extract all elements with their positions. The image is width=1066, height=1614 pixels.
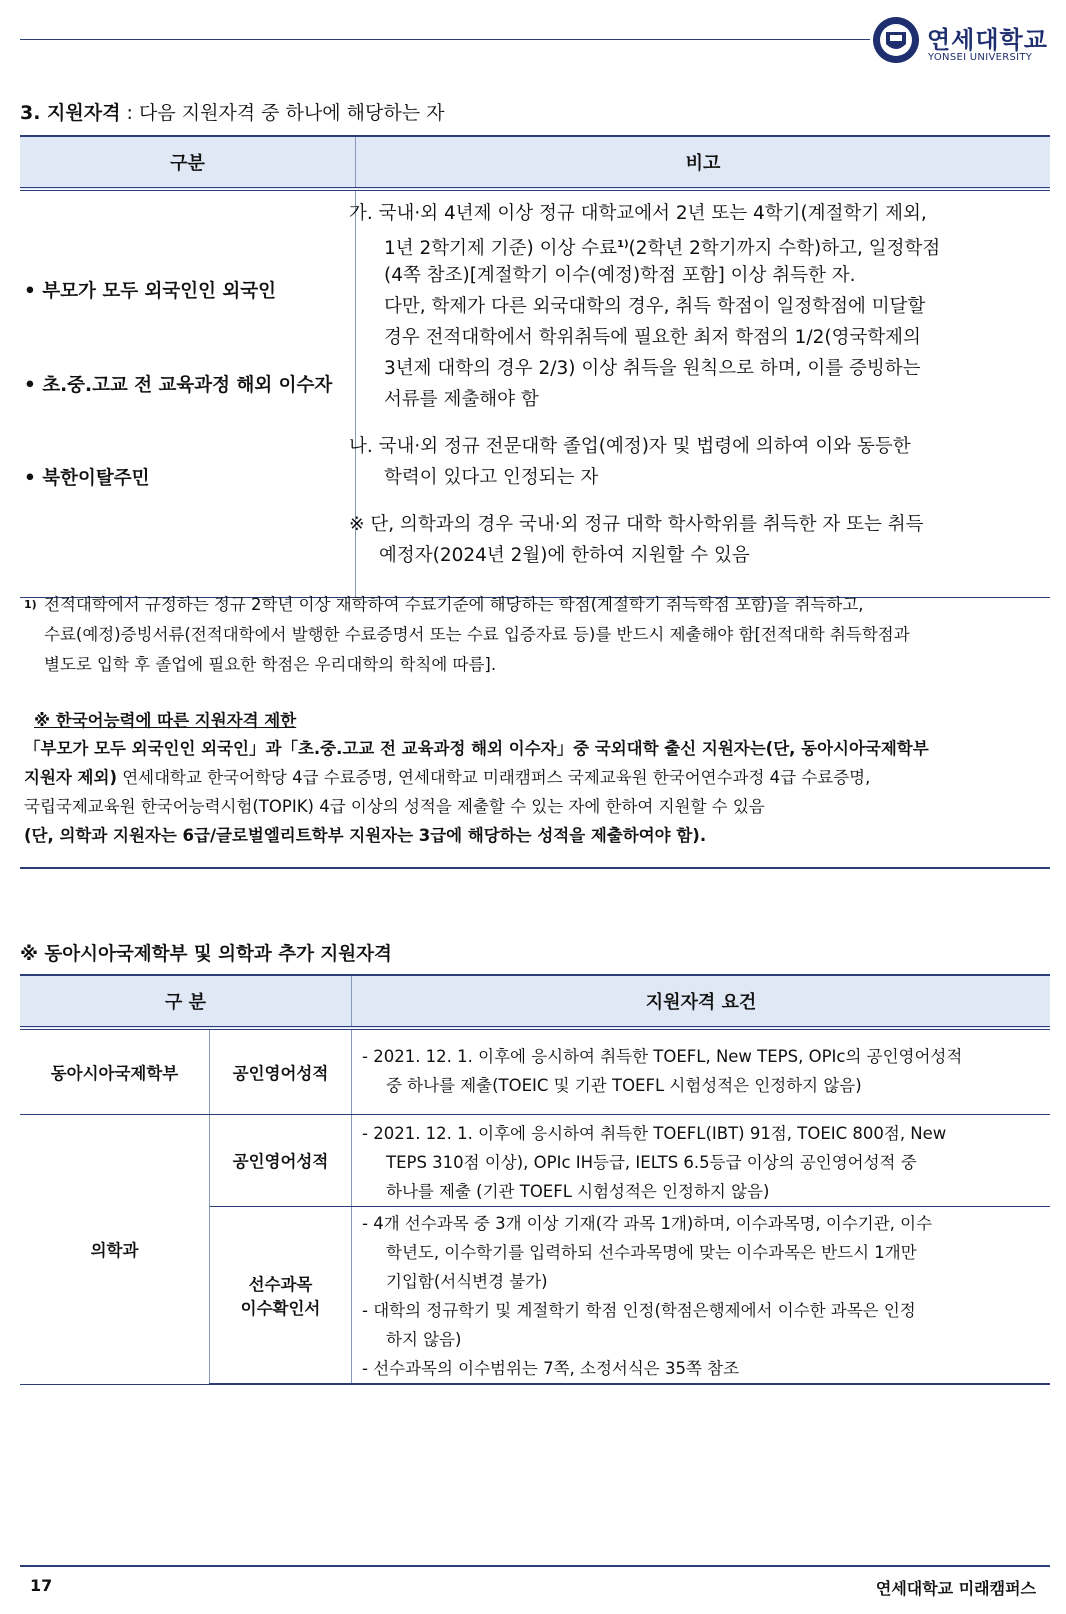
qualification-item: • 초.중.고교 전 교육과정 해외 이수자 [24, 375, 333, 396]
footnote-line: 별도로 입학 후 졸업에 필요한 학점은 우리대학의 학칙에 따름]. [44, 655, 497, 674]
footer-rule [20, 1565, 1050, 1567]
section-title-bold: 3. 지원자격 [20, 102, 121, 124]
footnote-line: 수료(예정)증빙서류(전적대학에서 발행한 수료증명서 또는 수료 입증자료 등)를 반드시 제출해야 함[전적대학 취득학점과 [44, 625, 910, 644]
page-number: 17 [30, 1576, 53, 1595]
header-rule [20, 39, 870, 40]
korean-restriction-title: ※ 한국어능력에 따른 지원자격 제한 [34, 711, 297, 730]
row-label-medicine: 의학과 [20, 1114, 210, 1384]
row-label-english: 공인영어성적 [210, 1028, 352, 1114]
remark-ga-line: (4쪽 참조)[계절학기 이수(예정)학점 포함] 이상 취득한 자. [384, 265, 856, 286]
remark-ga-line: 서류를 제출해야 함 [384, 389, 539, 410]
medicine-english-requirements: - 2021. 12. 1. 이후에 응시하여 취득한 TOEFL(IBT) 91점, TOEIC 800점, New TEPS 310점 이상), OPIc IH등급, IELTS 6.5등급 이상의 공인영어성적 중 하나를 제출 (기관 TOEFL 시험성적은 인정하지 않음) [352, 1114, 1051, 1206]
row-label-east-asia: 동아시아국제학부 [20, 1028, 210, 1114]
footnote-marker: 1) [617, 239, 629, 250]
prereq-requirements: - 4개 선수과목 중 3개 이상 기재(각 과목 1개)하며, 이수과목명, 이수기관, 이수 학년도, 이수학기를 입력하되 선수과목명에 맞는 이수과목은 반드시 1개만 기입함(서식변경 불가) - 대학의 정규학기 및 계절학기 학점 인정(학점은행제에서 이수한 과목은 인정 하지 않음) - 선수과목의 이수범위는 7쪽, 소정서식은 35쪽 참조 [352, 1206, 1051, 1384]
remark-ga-line: 다만, 학제가 다른 외국대학의 경우, 취득 학점이 일정학점에 미달할 [384, 296, 926, 317]
section-title-rest: : 다음 지원자격 중 하나에 해당하는 자 [120, 102, 445, 124]
korean-restriction-line: 「부모가 모두 외국인인 외국인」과「초.중.고교 전 교육과정 해외 이수자」중 국외대학 출신 지원자는(단, 동아시아국제학부 [24, 739, 929, 758]
additional-section-title: ※ 동아시아국제학부 및 의학과 추가 지원자격 [20, 944, 392, 965]
footnote-line: 전적대학에서 규정하는 정규 2학년 이상 재학하여 수료기준에 해당하는 학점(계절학기 취득학점 포함)을 취득하고, [44, 595, 864, 614]
col-header-requirements: 지원자격 요건 [352, 975, 1051, 1028]
logo-text-en: YONSEI UNIVERSITY [928, 52, 1033, 63]
footer-campus: 연세대학교 미래캠퍼스 [875, 1579, 1036, 1598]
remark-star-line: ※ 단, 의학과의 경우 국내·외 정규 대학 학사학위를 취득한 자 또는 취득 [349, 514, 924, 535]
qualification-item: • 북한이탈주민 [24, 468, 150, 489]
east-asia-requirements: - 2021. 12. 1. 이후에 응시하여 취득한 TOEFL, New TEPS, OPIc의 공인영어성적 중 하나를 제출(TOEIC 및 기관 TOEFL 시험성적은 인정하지 않음) [352, 1028, 1051, 1114]
yonsei-seal-icon [872, 16, 920, 64]
remark-ga-line: 경우 전적대학에서 학위취득에 필요한 최저 학점의 1/2(영국학제의 [384, 327, 921, 348]
korean-restriction-line: 지원자 제외) 연세대학교 한국어학당 4급 수료증명, 연세대학교 미래캠퍼스 국제교육원 한국어연수과정 4급 수료증명, [24, 768, 871, 787]
remark-ga-line: 3년제 대학의 경우 2/3) 이상 취득을 원칙으로 하며, 이를 증빙하는 [384, 358, 921, 379]
korean-restriction-line: 국립국제교육원 한국어능력시험(TOPIK) 4급 이상의 성적을 제출할 수 있는 자에 한하여 지원할 수 있음 [24, 797, 765, 816]
row-label-english: 공인영어성적 [210, 1114, 352, 1206]
remark-star-line: 예정자(2024년 2월)에 한하여 지원할 수 있음 [379, 545, 750, 566]
row-label-prereq: 선수과목 이수확인서 [210, 1206, 352, 1384]
remark-na-line: 학력이 있다고 인정되는 자 [384, 467, 599, 488]
footnote-number: 1) [24, 598, 37, 611]
additional-qualification-table [20, 974, 1050, 1385]
col-header-category: 구분 [20, 136, 356, 189]
korean-restriction-line: (단, 의학과 지원자는 6급/글로벌엘리트학부 지원자는 3급에 해당하는 성적을 제출하여야 함). [24, 826, 707, 845]
qualification-item: • 부모가 모두 외국인인 외국인 [24, 281, 277, 302]
section-divider [20, 867, 1050, 869]
col-header-remarks: 비고 [356, 136, 1051, 189]
logo-text-kr: 연세대학교 [927, 26, 1048, 54]
remark-ga-line: 1년 2학기제 기준) 이상 수료$^{1)}$(2학년 2학기까지 수학)하고, 일정학점 [384, 238, 941, 260]
remark-na-line: 나. 국내·외 정규 전문대학 졸업(예정)자 및 법령에 의하여 이와 동등한 [349, 436, 911, 457]
remark-ga-line: 가. 국내·외 4년제 이상 정규 대학교에서 2년 또는 4학기(계절학기 제외, [349, 203, 927, 224]
section-title [20, 98, 444, 125]
col-header-category: 구 분 [20, 975, 352, 1028]
